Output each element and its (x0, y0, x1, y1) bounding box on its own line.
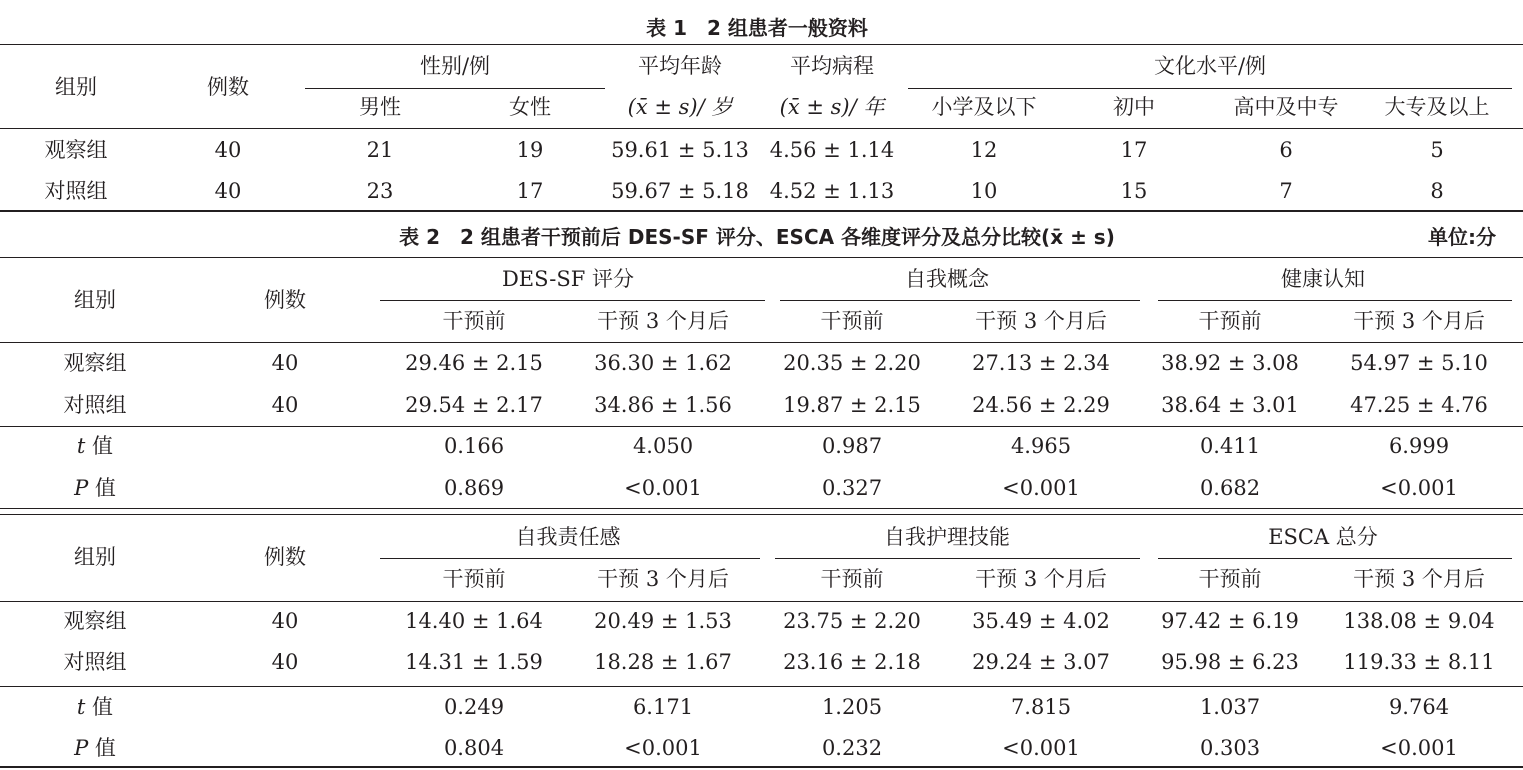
table2-part1-t-value: 6.999 (1388, 434, 1450, 458)
table2-part1-domain-health: 健康认知 (1281, 267, 1365, 291)
table2-part2-row2-value: 23.16 ± 2.18 (783, 650, 921, 674)
table2-part2-esca-rule (1158, 558, 1512, 559)
table2-part2-p-value: 0.303 (1199, 736, 1261, 760)
table1-header-male: 男性 (359, 95, 401, 119)
table1-edu-rule (908, 88, 1512, 89)
table2-part2-domain-esca-total: ESCA 总分 (1268, 525, 1378, 549)
table2-part1-row2-cases: 40 (271, 393, 299, 417)
table1-row1-primary: 12 (970, 138, 998, 162)
table1-header-age: 平均年龄 (638, 54, 722, 78)
table2-part1-row2-value: 19.87 ± 2.15 (783, 393, 921, 417)
table2-part1-p-value: <0.001 (624, 476, 702, 500)
table2-part1-row1-value: 36.30 ± 1.62 (594, 351, 732, 375)
table2-part1-before-2: 干预前 (820, 309, 884, 333)
table2-part2-row1-group: 观察组 (63, 609, 127, 633)
table1-row2-male: 23 (366, 179, 394, 203)
table1-row1-group: 观察组 (44, 138, 108, 162)
table2-part-divider-1 (0, 508, 1523, 509)
table2-part2-t-value: 0.249 (443, 695, 505, 719)
table1-header-edu-junior: 初中 (1113, 95, 1155, 119)
table1-header-age-unit: (x̄ ± s)/ 岁 (627, 95, 733, 119)
table2-part1-row1-value: 38.92 ± 3.08 (1161, 351, 1299, 375)
table2-part2-after-1: 干预 3 个月后 (597, 567, 729, 591)
table2-part2-row2-group: 对照组 (63, 650, 127, 674)
table2-part2-row2-cases: 40 (271, 650, 299, 674)
table2-part-divider-2 (0, 514, 1523, 515)
table2-part2-domain-selfcare: 自我护理技能 (884, 525, 1010, 549)
table1-row1-age: 59.61 ± 5.13 (611, 138, 749, 162)
table2-part1-before-3: 干预前 (1198, 309, 1262, 333)
table2-part1-row2-value: 47.25 ± 4.76 (1350, 393, 1488, 417)
table1-header-course-unit: (x̄ ± s)/ 年 (779, 95, 885, 119)
table2-part1-row2-value: 29.54 ± 2.17 (405, 393, 543, 417)
table2-part2-before-1: 干预前 (442, 567, 506, 591)
table2-part1-before-1: 干预前 (442, 309, 506, 333)
table2-part2-p-value: <0.001 (624, 736, 702, 760)
table1-row2-course: 4.52 ± 1.13 (769, 179, 895, 203)
table2-part2-t-value: 1.205 (821, 695, 883, 719)
table1-top-rule (0, 44, 1523, 45)
table1-header-edu-college: 大专及以上 (1384, 95, 1490, 119)
table2-part2-p-value: 0.804 (443, 736, 505, 760)
table1-row2-senior: 7 (1279, 179, 1293, 203)
table1-row2-primary: 10 (970, 179, 998, 203)
table2-part1-after-2: 干预 3 个月后 (975, 309, 1107, 333)
table1-header-education: 文化水平/例 (1153, 54, 1267, 78)
table2-part2-row2-value: 119.33 ± 8.11 (1343, 650, 1495, 674)
table2-part2-responsibility-rule (380, 558, 760, 559)
table2-part1-after-1: 干预 3 个月后 (597, 309, 729, 333)
table2-part2-header-rule (0, 601, 1523, 602)
table2-part2-t-label: t 值 (76, 695, 114, 719)
table2-part1-domain-des: DES-SF 评分 (501, 267, 635, 291)
table2-part2-before-2: 干预前 (820, 567, 884, 591)
table1-sex-rule (305, 88, 605, 89)
table1-header-cases: 例数 (207, 75, 249, 99)
table2-part2-p-value: <0.001 (1380, 736, 1458, 760)
table2-part1-p-value: 0.869 (443, 476, 505, 500)
table2-part1-header-rule (0, 342, 1523, 343)
table1-row1-course: 4.56 ± 1.14 (769, 138, 895, 162)
table2-part2-selfcare-rule (775, 558, 1140, 559)
table1-row2-female: 17 (516, 179, 544, 203)
table1-row2-junior: 15 (1120, 179, 1148, 203)
table1-header-sex: 性别/例 (419, 54, 491, 78)
table2-part1-p-value: <0.001 (1380, 476, 1458, 500)
table2-part1-t-value: 0.411 (1199, 434, 1261, 458)
table2-top-rule (0, 257, 1523, 258)
table1-caption: 表 1 2 组患者一般资料 (646, 16, 868, 40)
table1-header-rule (0, 128, 1523, 129)
table2-part2-t-value: 9.764 (1388, 695, 1450, 719)
table2-part2-header-cases: 例数 (264, 545, 306, 569)
table2-part2-after-3: 干预 3 个月后 (1353, 567, 1485, 591)
table2-part2-row1-value: 35.49 ± 4.02 (972, 609, 1110, 633)
table1-row1-female: 19 (516, 138, 544, 162)
table2-part2-row2-value: 95.98 ± 6.23 (1161, 650, 1299, 674)
table2-part1-row1-value: 29.46 ± 2.15 (405, 351, 543, 375)
table2-part1-after-3: 干预 3 个月后 (1353, 309, 1485, 333)
table1-header-group: 组别 (55, 75, 97, 99)
table2-part2-row1-value: 97.42 ± 6.19 (1161, 609, 1299, 633)
table2-part2-row1-value: 20.49 ± 1.53 (594, 609, 732, 633)
table2-part1-t-value: 0.166 (443, 434, 505, 458)
table2-part1-health-rule (1158, 300, 1512, 301)
table1-row1-junior: 17 (1120, 138, 1148, 162)
table2-part1-row2-value: 34.86 ± 1.56 (594, 393, 732, 417)
table2-part2-row1-value: 14.40 ± 1.64 (405, 609, 543, 633)
table2-part2-row1-value: 138.08 ± 9.04 (1343, 609, 1495, 633)
table2-part1-p-value: <0.001 (1002, 476, 1080, 500)
table1-header-edu-senior: 高中及中专 (1233, 95, 1339, 119)
table2-part1-stats-rule (0, 426, 1523, 427)
table1-row1-college: 5 (1430, 138, 1444, 162)
table1-row2-college: 8 (1430, 179, 1444, 203)
table2-part2-row2-value: 29.24 ± 3.07 (972, 650, 1110, 674)
table1-row2-cases: 40 (214, 179, 242, 203)
table2-part1-domain-selfconcept: 自我概念 (905, 267, 989, 291)
table2-part1-row2-group: 对照组 (63, 393, 127, 417)
table2-part1-p-label: P 值 (74, 476, 116, 500)
table2-part2-row2-value: 14.31 ± 1.59 (405, 650, 543, 674)
table2-bottom-rule (0, 766, 1523, 768)
table2-part1-t-value: 4.965 (1010, 434, 1072, 458)
table2-caption: 表 2 2 组患者干预前后 DES-SF 评分、ESCA 各维度评分及总分比较(x̄ ± s) (399, 225, 1115, 249)
table2-part1-p-value: 0.682 (1199, 476, 1261, 500)
table1-header-course: 平均病程 (790, 54, 874, 78)
table2-part2-after-2: 干预 3 个月后 (975, 567, 1107, 591)
table2-part1-header-group: 组别 (74, 288, 116, 312)
table2-part2-p-label: P 值 (74, 736, 116, 760)
table2-part1-t-label: t 值 (76, 434, 114, 458)
table2-part1-row2-value: 24.56 ± 2.29 (972, 393, 1110, 417)
table2-part1-row2-value: 38.64 ± 3.01 (1161, 393, 1299, 417)
table2-part1-t-value: 0.987 (821, 434, 883, 458)
table2-part1-row1-cases: 40 (271, 351, 299, 375)
table2-part1-p-value: 0.327 (821, 476, 883, 500)
table2-part1-row1-value: 27.13 ± 2.34 (972, 351, 1110, 375)
table2-part2-p-value: <0.001 (1002, 736, 1080, 760)
table2-part2-row1-value: 23.75 ± 2.20 (783, 609, 921, 633)
table2-part1-t-value: 4.050 (632, 434, 694, 458)
table2-part2-header-group: 组别 (74, 545, 116, 569)
table2-part2-before-3: 干预前 (1198, 567, 1262, 591)
table1-row1-cases: 40 (214, 138, 242, 162)
table2-part1-header-cases: 例数 (264, 288, 306, 312)
table2-part2-stats-rule (0, 686, 1523, 687)
table1-header-edu-primary: 小学及以下 (931, 95, 1037, 119)
table1-header-female: 女性 (509, 95, 551, 119)
table2-part1-row1-value: 54.97 ± 5.10 (1350, 351, 1488, 375)
table2-part1-row1-value: 20.35 ± 2.20 (783, 351, 921, 375)
table2-part2-row2-value: 18.28 ± 1.67 (594, 650, 732, 674)
table2-part2-row1-cases: 40 (271, 609, 299, 633)
table1-row1-male: 21 (366, 138, 394, 162)
table2-part2-p-value: 0.232 (821, 736, 883, 760)
table1-row1-senior: 6 (1279, 138, 1293, 162)
table2-part1-des-rule (380, 300, 765, 301)
table2-part1-row1-group: 观察组 (63, 351, 127, 375)
table1-bottom-rule (0, 210, 1523, 212)
table1-row2-age: 59.67 ± 5.18 (611, 179, 749, 203)
table2-part2-t-value: 1.037 (1199, 695, 1261, 719)
table2-part2-t-value: 7.815 (1010, 695, 1072, 719)
table2-unit: 单位:分 (1428, 225, 1496, 249)
table1-row2-group: 对照组 (44, 179, 108, 203)
table2-part2-domain-responsibility: 自我责任感 (515, 525, 621, 549)
table2-part2-t-value: 6.171 (632, 695, 694, 719)
table2-part1-selfconcept-rule (780, 300, 1140, 301)
